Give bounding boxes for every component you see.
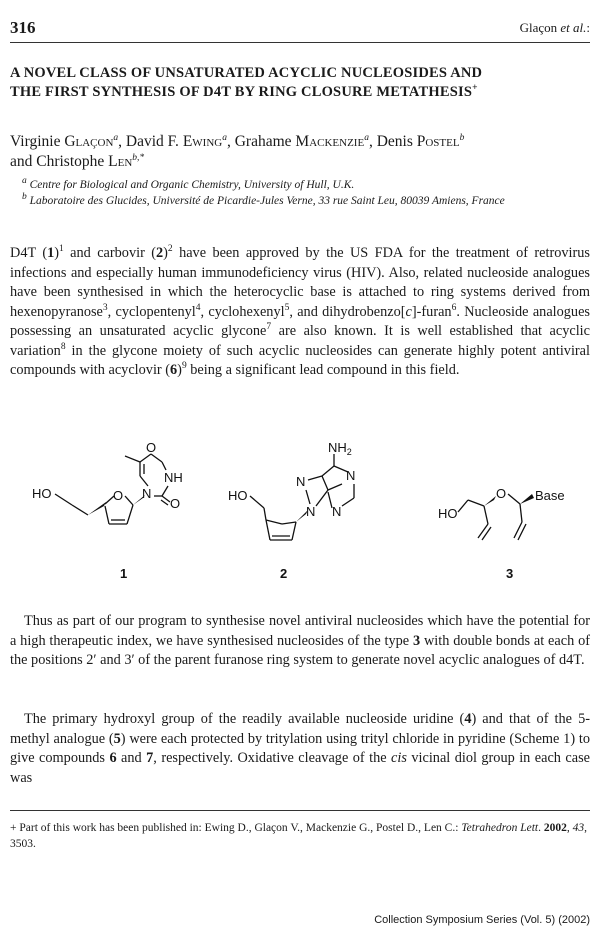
body-paragraph-3: The primary hydroxyl group of the readily available nucleoside uridine (4) and that of the 5-methyl analogue (5) were each protected by tritylation using trityl chloride in pyridine (Scheme 1) to give compounds 6 and 7, respectively. Oxidative cleavage of the cis vicinal diol group in each case was	[10, 711, 590, 786]
author-name: Denis Postel$^b$	[376, 132, 465, 150]
compound-3-structure	[438, 486, 565, 581]
author-name: and Christophe Len$^{b,*}$	[10, 152, 145, 170]
structures-figure	[10, 440, 590, 600]
body-paragraph-1: D4T $(1)^1$ and carbovir $(2)^2$ have been approved by the US FDA for the treatment of retrovirus infections and especially human immunodeficiency virus (HIV). Also, related nucleoside analogues have been synthesised in which the heterocyclic base is attached to ring systems derived from hexenopyranose$^3$, cyclopentenyl$^4$, cyclohexenyl$^5$, and dihydrobenzo[c]-furan$^6$. Nucleoside analogues possessing an unsaturated acyclic glycone$^7$ are also known. It is well established that acyclic variation$^8$ in the glycone moiety of such acyclic nucleosides can generate highly potent antiviral compounds with acyclovir $(6)^9$ being a significant lead compound in this field.	[10, 244, 590, 378]
c1-ho: HO	[32, 486, 52, 501]
page-header	[10, 16, 590, 40]
c1-ring-o: O	[113, 488, 124, 503]
c2-n7: N	[296, 474, 306, 489]
compound-1-number: 1	[120, 566, 128, 581]
chemical-structures	[10, 440, 590, 600]
header-rule	[10, 42, 590, 43]
author-name: Virginie Glaçon$^a$	[10, 132, 119, 150]
c2-ho: HO	[228, 488, 248, 503]
c1-o-top: O	[146, 440, 157, 455]
title-footnote-marker: +	[472, 83, 478, 94]
c2-n9: N	[306, 504, 316, 519]
affiliation-a: $^a$ Centre for Biological and Organic Chemistry, University of Hull, U.K.	[22, 176, 355, 191]
running-head	[520, 20, 590, 36]
c3-ho: HO	[438, 506, 458, 521]
title-line-2: THE FIRST SYNTHESIS OF D4T BY RING CLOSURE METATHESIS+	[10, 83, 478, 100]
author-list: Virginie Glaçon$^a$, David F. Ewing$^a$, Grahame Mackenzie$^a$, Denis Postel$^b$ and Christophe Len$^{b,*}$	[10, 132, 465, 170]
article-title	[10, 64, 590, 102]
compound-2-structure	[228, 440, 355, 581]
footnote: + Part of this work has been published in: Ewing D., Glaçon V., Mackenzie G., Postel D., Len C.: Tetrahedron Lett. 2002, 43, 3503.	[10, 822, 587, 850]
c1-nh: NH	[164, 470, 183, 485]
page-number: 316	[10, 18, 36, 37]
footnote-rule	[10, 810, 590, 811]
compound-2-number: 2	[280, 566, 288, 581]
c3-base: Base	[535, 488, 565, 503]
c2-n3: N	[332, 504, 342, 519]
affiliation-b: $^b$ Laboratoire des Glucides, Université de Picardie-Jules Verne, 33 rue Saint Leu, 80039 Amiens, France	[22, 192, 505, 207]
c2-nh2: $NH_2$	[328, 440, 352, 457]
c1-o-side: O	[170, 496, 181, 511]
compound-1-structure	[32, 440, 183, 581]
page-footer: Collection Symposium Series (Vol. 5) (2002)	[374, 914, 590, 926]
c2-n1: N	[346, 468, 356, 483]
running-head-text: Glaçon et al.:	[519, 20, 590, 35]
c3-o: O	[496, 486, 507, 501]
author-name: Grahame Mackenzie$^a$	[234, 132, 369, 150]
body-paragraph-2: Thus as part of our program to synthesise novel antiviral nucleosides which have the potential for a high therapeutic index, we have synthesised nucleosides of the type 3 with double bonds at each of the positions 2′ and 3′ of the parent furanose ring system to generate novel acyclic analogues of d4T.	[10, 613, 590, 668]
author-name: David F. Ewing$^a$	[125, 132, 227, 150]
c1-n1: N	[142, 486, 152, 501]
compound-3-number: 3	[506, 566, 514, 581]
title-line-1: A NOVEL CLASS OF UNSATURATED ACYCLIC NUCLEOSIDES AND	[10, 65, 483, 81]
